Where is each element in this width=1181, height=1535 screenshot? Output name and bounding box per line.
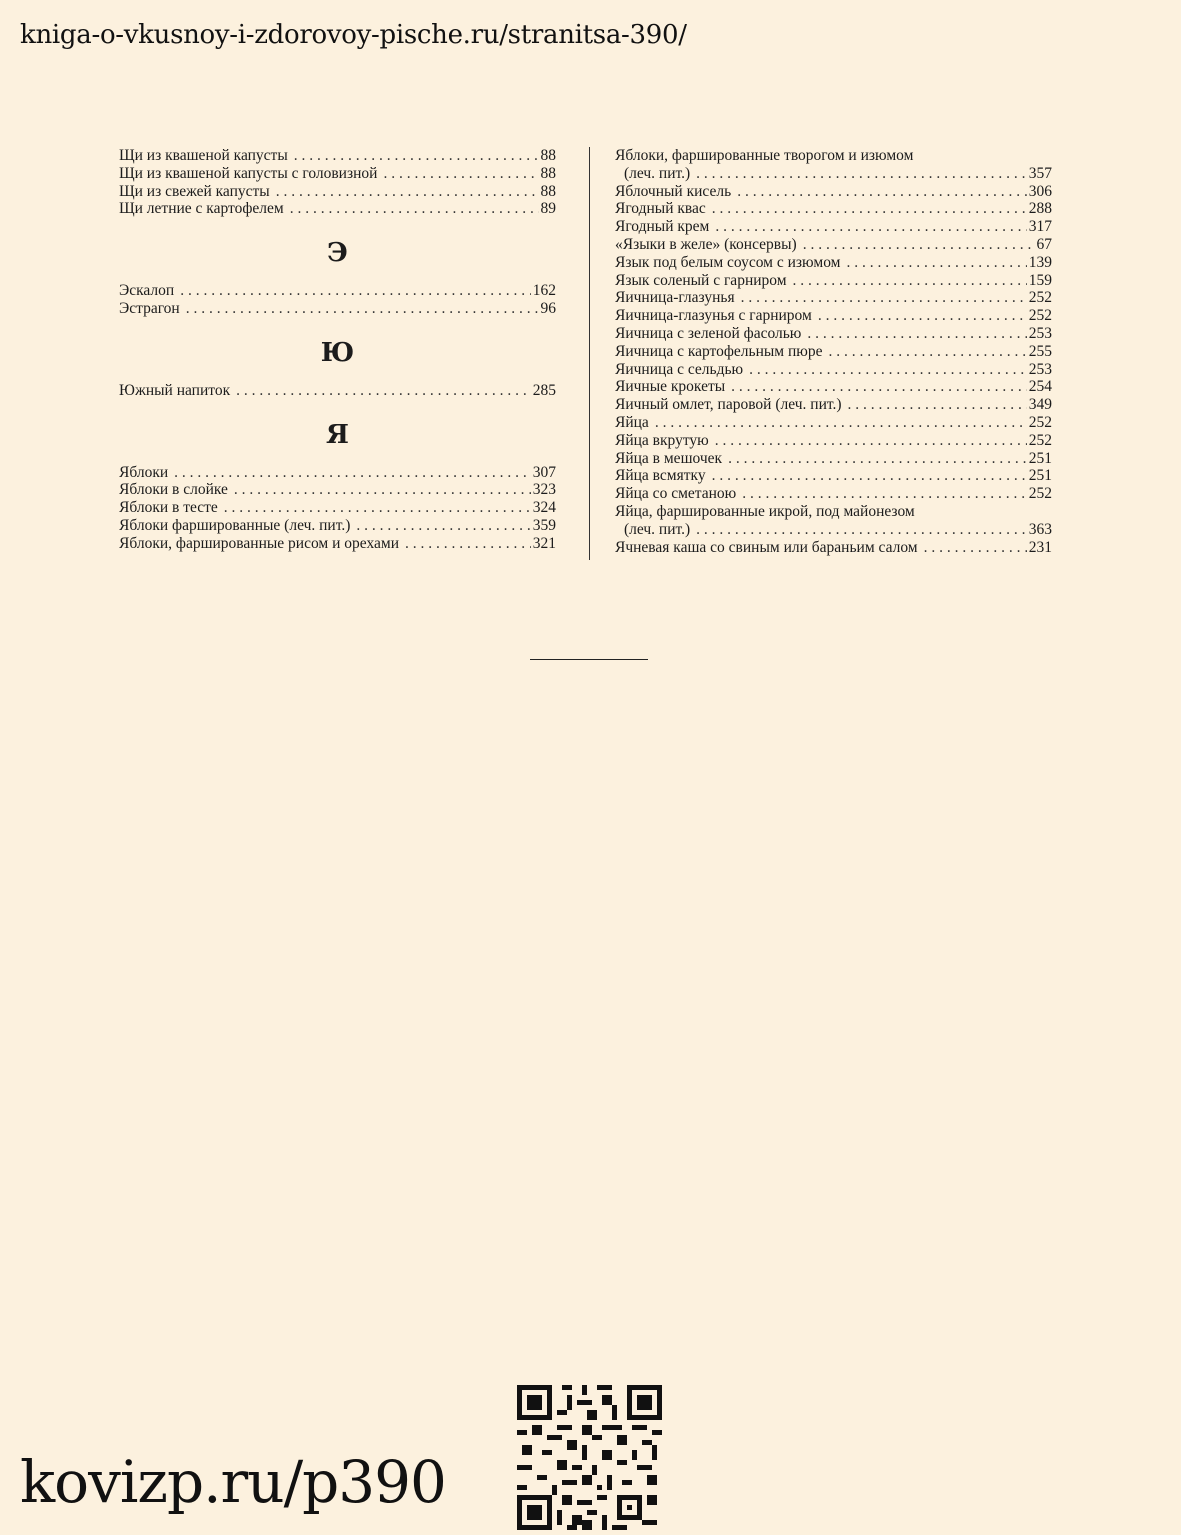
index-entry: Яйца со сметаною . . . 252 — [615, 485, 1052, 503]
page-number: 162 — [532, 282, 556, 300]
index-entry: Щи летние с картофелем . . . 89 — [119, 200, 556, 218]
column-divider — [589, 147, 590, 560]
page-number: 349 — [1028, 396, 1052, 414]
index-entry: Яичные крокеты . . . 254 — [615, 378, 1052, 396]
page-number: 288 — [1028, 200, 1052, 218]
index-entry: Щи из свежей капусты . . . 88 — [119, 183, 556, 201]
index-entry: Яичница с картофельным пюре . . . 255 — [615, 343, 1052, 361]
page-number: 253 — [1028, 324, 1052, 342]
section-letter-yu: Ю — [320, 337, 355, 368]
index-entry: «Языки в желе» (консервы) . . . 67 — [615, 236, 1052, 254]
page-number: 317 — [1028, 218, 1052, 236]
page-number: 139 — [1028, 253, 1052, 271]
qr-code-icon[interactable] — [517, 1385, 662, 1530]
page-number: 88 — [540, 147, 556, 164]
index-entry: (леч. пит.) . . . 357 — [615, 165, 1052, 183]
index-entry-line1: Яйца, фаршированные икрой, под майонезом — [615, 502, 915, 520]
index-entry: Яичница-глазунья . . . 252 — [615, 289, 1052, 307]
page-number: 363 — [1028, 520, 1052, 538]
index-entry: Яичный омлет, паровой (леч. пит.) . . . 349 — [615, 396, 1052, 414]
page-number: 253 — [1028, 360, 1052, 378]
page-number: 159 — [1028, 271, 1052, 289]
page-number: 285 — [532, 381, 556, 399]
page-number: 321 — [532, 534, 556, 552]
index-group-e — [119, 282, 556, 318]
index-entry: Яблоки в слойке . . . 323 — [119, 481, 556, 499]
page-number: 252 — [1028, 485, 1052, 503]
page-number: 96 — [540, 299, 556, 317]
index-entry: Ячневая каша со свиным или бараньим салом . . . 231 — [615, 539, 1052, 557]
page-number: 251 — [1028, 467, 1052, 485]
page-number: 324 — [532, 499, 556, 517]
index-entry: Язык соленый с гарниром . . . 159 — [615, 272, 1052, 290]
page-number: 254 — [1028, 378, 1052, 396]
page-number: 252 — [1028, 307, 1052, 325]
index-entry: Яйца всмятку . . . 251 — [615, 467, 1052, 485]
index-entry: Щи из квашеной капусты . . . 88 — [119, 147, 556, 165]
index-entry: Яблоки, фаршированные рисом и орехами . . . 321 — [119, 535, 556, 553]
page-number: 89 — [540, 200, 556, 218]
index-entry: Южный напиток . . . 285 — [119, 382, 556, 400]
index-entry: Яичница-глазунья с гарниром . . . 252 — [615, 307, 1052, 325]
page-number: 357 — [1028, 164, 1052, 182]
index-entry: Ягодный квас . . . 288 — [615, 200, 1052, 218]
page-number: 252 — [1028, 289, 1052, 307]
page-url-header: kniga-o-vkusnoy-i-zdorovoy-pische.ru/stranitsa-390/ — [20, 20, 687, 50]
end-rule — [530, 659, 648, 660]
index-entry: Яйца вкрутую . . . 252 — [615, 432, 1052, 450]
index-entry: Ягодный крем . . . 317 — [615, 218, 1052, 236]
index-entry: (леч. пит.) . . . 363 — [615, 521, 1052, 539]
index-entry: Яичница с сельдью . . . 253 — [615, 361, 1052, 379]
index-entry: Яблоки . . . 307 — [119, 464, 556, 482]
index-entry: Эстрагон . . . 96 — [119, 300, 556, 318]
page-number: 252 — [1028, 431, 1052, 449]
page-number: 67 — [1036, 235, 1052, 253]
index-group-ya — [119, 464, 556, 553]
index-entry-line1: Яблоки, фаршированные творогом и изюмом — [615, 147, 914, 164]
index-entry: Эскалоп . . . 162 — [119, 282, 556, 300]
index-group-yu — [119, 382, 556, 400]
page-number: 359 — [532, 516, 556, 534]
page-number: 255 — [1028, 342, 1052, 360]
index-entry: Язык под белым соусом с изюмом . . . 139 — [615, 254, 1052, 272]
index-entry: Яйца в мешочек . . . 251 — [615, 450, 1052, 468]
page-number: 323 — [532, 481, 556, 499]
page-number: 252 — [1028, 413, 1052, 431]
index-column-left — [119, 147, 556, 553]
index-entry: Яичница с зеленой фасолью . . . 253 — [615, 325, 1052, 343]
index-entry: Щи из квашеной капусты с головизной . . . 88 — [119, 165, 556, 183]
page-number: 307 — [532, 463, 556, 481]
page-number: 306 — [1028, 182, 1052, 200]
index-entry: Яблоки в тесте . . . 324 — [119, 499, 556, 517]
section-letter-ya: Я — [326, 419, 349, 450]
page-number: 88 — [540, 182, 556, 200]
index-column-right — [615, 147, 1052, 556]
index-entry: Яблочный кисель . . . 306 — [615, 183, 1052, 201]
page-number: 251 — [1028, 449, 1052, 467]
page-number: 88 — [540, 164, 556, 182]
page-number: 231 — [1028, 538, 1052, 556]
index-entry: Яблоки фаршированные (леч. пит.) . . . 359 — [119, 517, 556, 535]
short-url-footer[interactable]: kovizp.ru/p390 — [20, 1448, 446, 1516]
index-entry: Яйца . . . 252 — [615, 414, 1052, 432]
index-group-shch — [119, 147, 556, 218]
section-letter-e: Э — [327, 238, 348, 269]
